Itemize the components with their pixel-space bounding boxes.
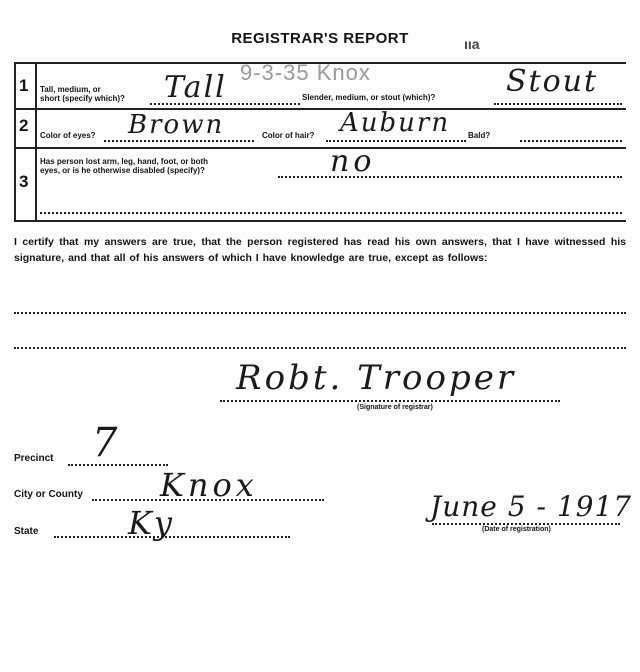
eyes-rule xyxy=(104,140,254,142)
row-number-2: 2 xyxy=(19,116,29,135)
eyes-value: Brown xyxy=(128,110,225,140)
city-value: Knox xyxy=(160,466,258,504)
row-number-3: 3 xyxy=(19,172,29,191)
build-rule xyxy=(494,103,622,105)
row-divider-2 xyxy=(14,147,626,149)
date-caption: (Date of registration) xyxy=(482,526,551,533)
bald-rule xyxy=(520,140,622,142)
signature-rule xyxy=(220,400,560,402)
state-label: State xyxy=(14,526,39,537)
precinct-label: Precinct xyxy=(14,453,54,464)
row-divider-1 xyxy=(14,108,626,110)
row-number-1: 1 xyxy=(19,76,29,95)
date-rule xyxy=(432,523,620,525)
disabled-value: no xyxy=(330,144,376,179)
exception-rule-1 xyxy=(14,312,626,314)
signature-caption: (Signature of registrar) xyxy=(357,404,433,411)
registration-date: June 5 - 1917 xyxy=(430,490,633,523)
received-stamp: 9-3-35 Knox xyxy=(240,60,371,85)
hair-value: Auburn xyxy=(340,108,451,138)
height-label-line2: short (specify which)? xyxy=(40,94,125,103)
hair-label: Color of hair? xyxy=(262,131,315,140)
hair-rule xyxy=(326,140,466,142)
disabled-label-line2: eyes, or is he otherwise disabled (specify)? xyxy=(40,166,205,175)
bald-label: Bald? xyxy=(468,131,491,140)
state-value: Ky xyxy=(128,504,176,542)
disabled-label-line1: Has person lost arm, leg, hand, foot, or both xyxy=(40,157,209,166)
disabled-rule-2 xyxy=(40,212,622,214)
exception-rule-2 xyxy=(14,347,626,349)
corner-mark: ııa xyxy=(464,36,480,52)
build-value: Stout xyxy=(506,64,599,99)
registrar-signature: Robt. Trooper xyxy=(236,358,517,398)
height-value: Tall xyxy=(164,70,227,105)
build-label: Slender, medium, or stout (which)? xyxy=(302,93,436,102)
certification-statement: I certify that my answers are true, that the person registered has read his own answers, that I have witnessed his signature, and that all of his answers of which I have knowledge are true, except as follows: xyxy=(14,236,626,264)
eyes-label: Color of eyes? xyxy=(40,131,96,140)
page-title: REGISTRAR'S REPORT xyxy=(231,30,409,47)
precinct-value: 7 xyxy=(92,420,120,466)
height-label-line1: Tall, medium, or xyxy=(40,85,101,94)
number-column-rule xyxy=(35,62,37,220)
city-label: City or County xyxy=(14,489,83,500)
table-left-rule xyxy=(14,62,16,220)
table-bottom-rule xyxy=(14,220,626,222)
